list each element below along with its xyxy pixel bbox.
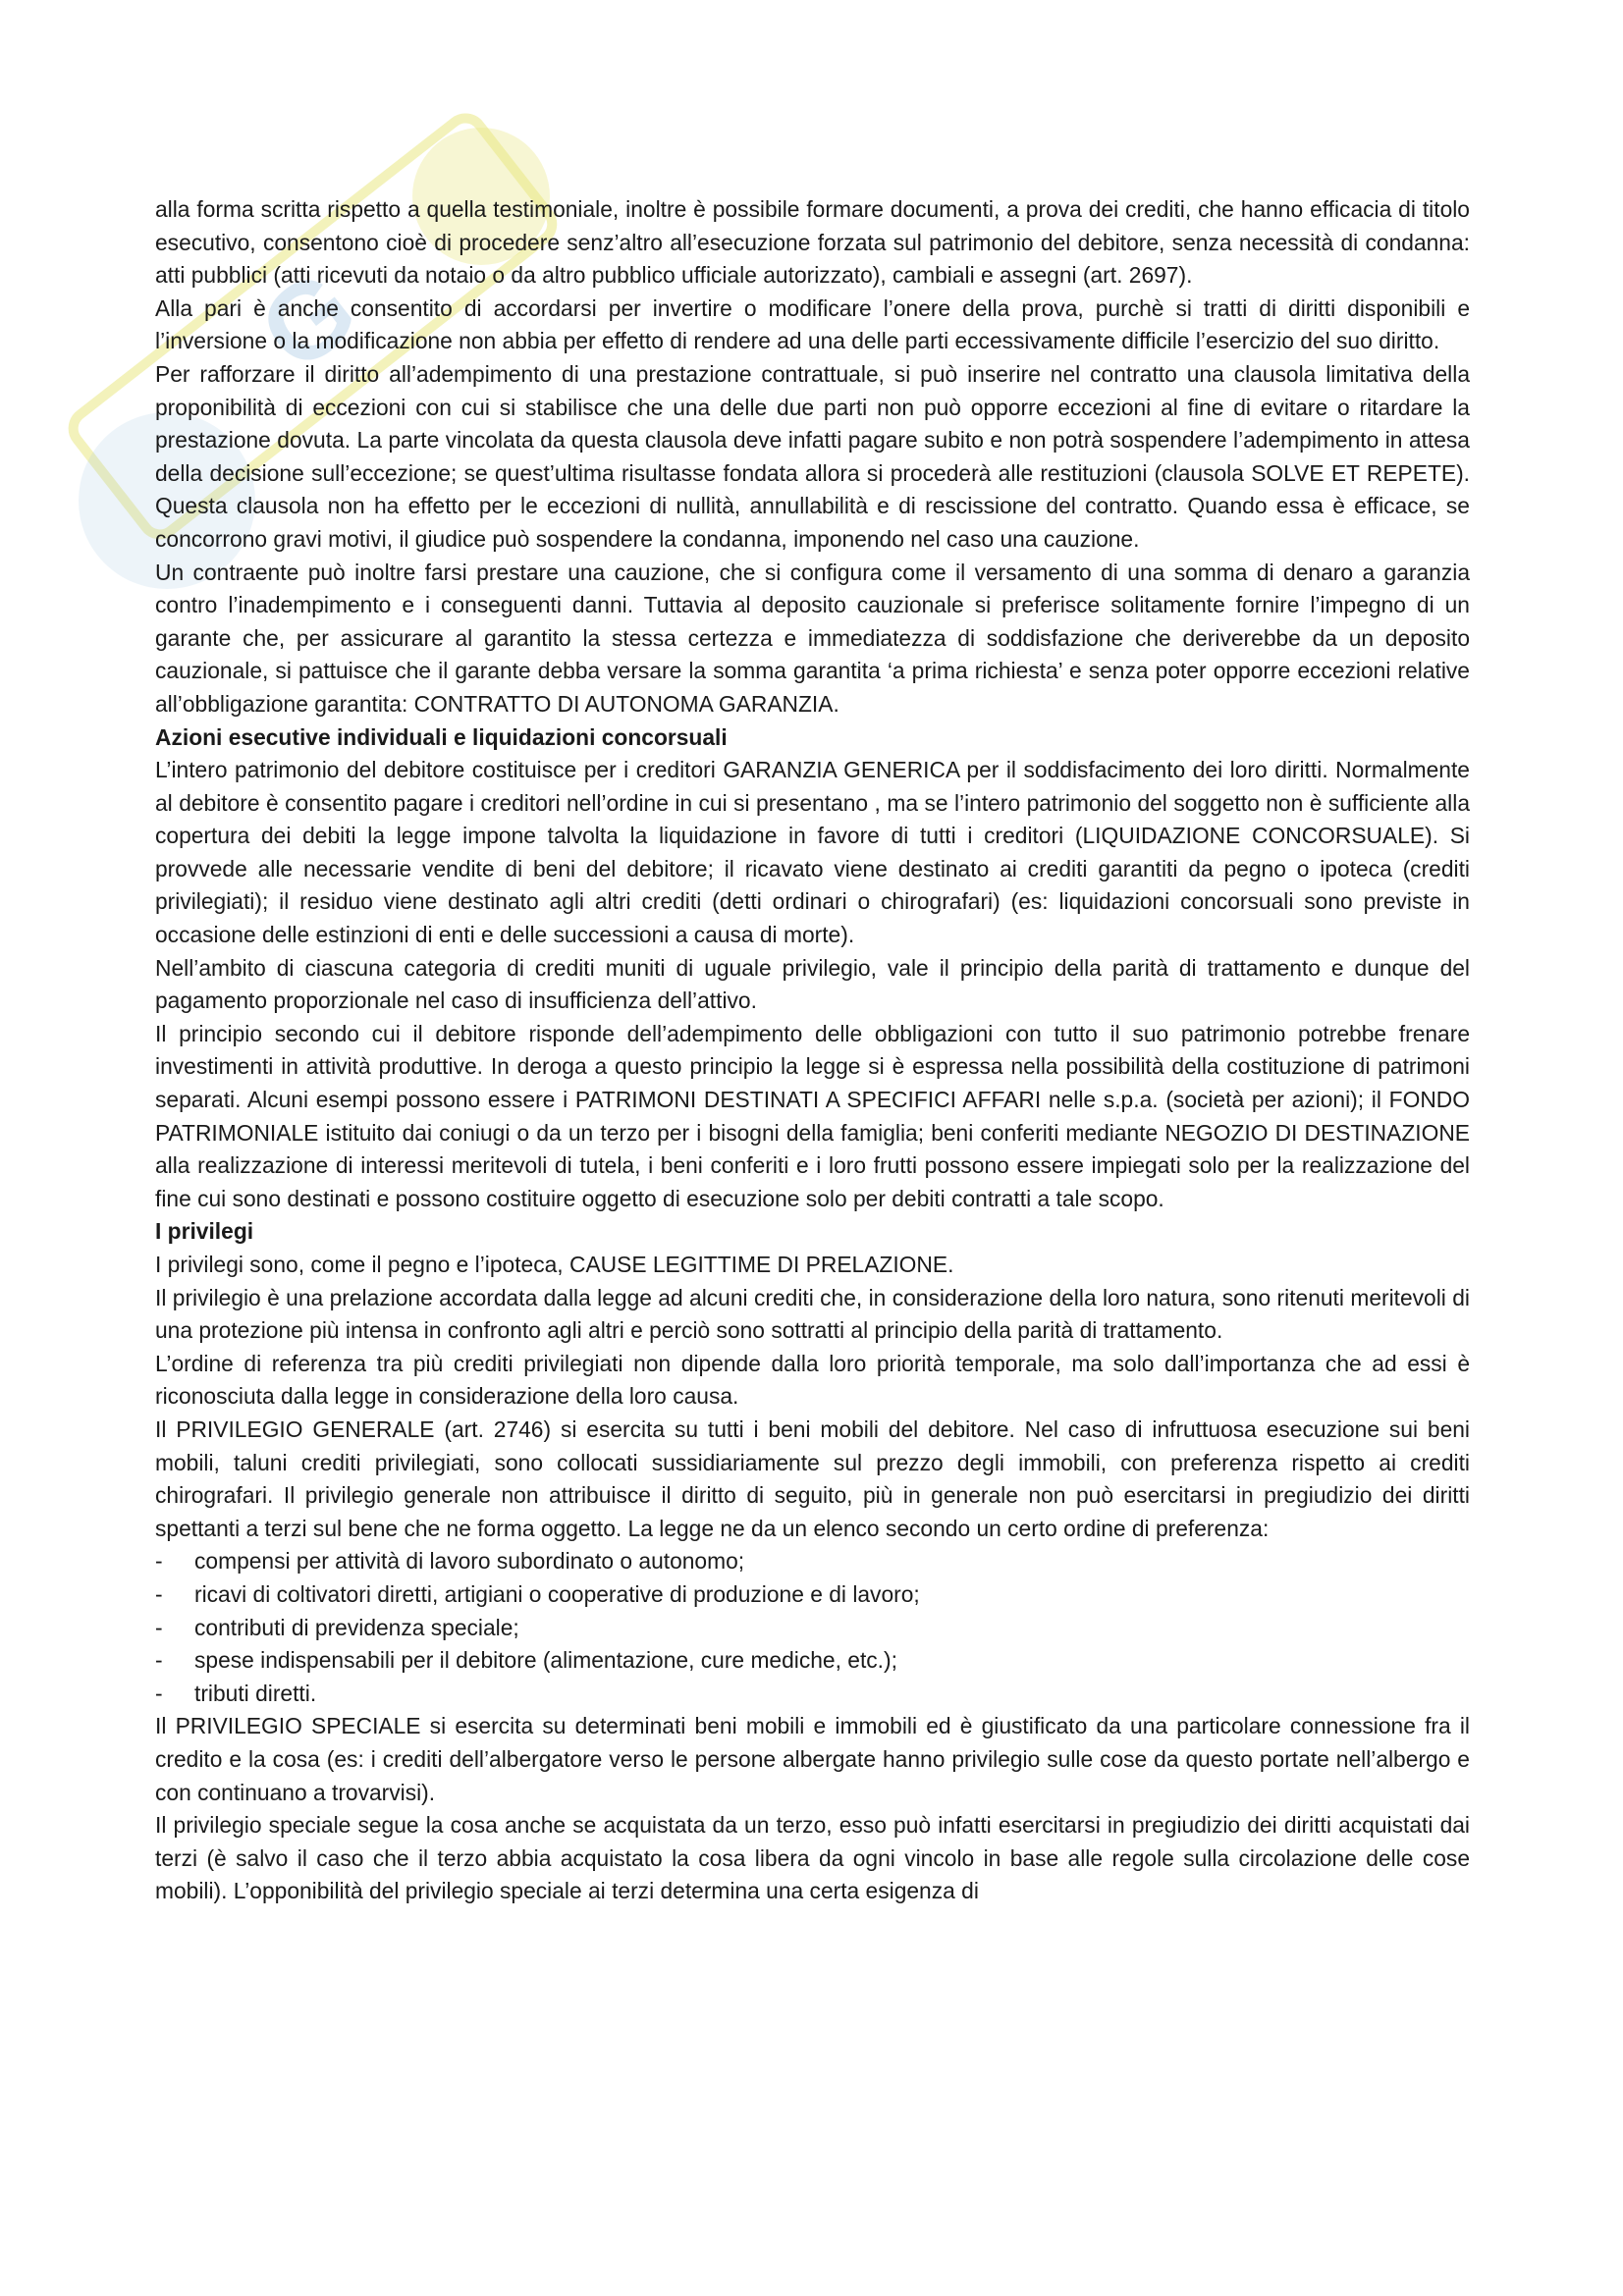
list-item: - contributi di previdenza speciale; xyxy=(155,1612,1470,1645)
list-item: - spese indispensabili per il debitore (alimentazione, cure mediche, etc.); xyxy=(155,1644,1470,1678)
section-heading: Azioni esecutive individuali e liquidazioni concorsuali xyxy=(155,723,728,750)
paragraph: Il privilegio è una prelazione accordata dalla legge ad alcuni crediti che, in considerazione della loro natura, sono ritenuti meritevoli di una protezione più intensa in confronto agli altri e perciò sono sottratti al principio della parità di trattamento. xyxy=(155,1284,1470,1344)
paragraph: I privilegi sono, come il pegno e l’ipoteca, CAUSE LEGITTIME DI PRELAZIONE. xyxy=(155,1252,954,1277)
paragraph: L’ordine di referenza tra più crediti privilegiati non dipende dalla loro priorità temporale, ma solo dall’importanza che ad essi è riconosciuta dalla legge in considerazione della loro causa. xyxy=(155,1350,1470,1410)
paragraph: alla forma scritta rispetto a quella testimoniale, inoltre è possibile formare documenti, a prova dei crediti, che hanno efficacia di titolo esecutivo, consentono cioè di procedere senz’altro all’esecuzione forzata sul patrimonio del debitore, senza necessità di condanna: atti pubblici (atti ricevuti da notaio o da altro pubblico ufficiale autorizzato), cambiali e assegni (art. 2697). xyxy=(155,196,1470,289)
paragraph: L’intero patrimonio del debitore costituisce per i creditori GARANZIA GENERICA per il soddisfacimento dei loro diritti. Normalmente al debitore è consentito pagare i creditori nell’ordine in cui si presentano , ma se l’intero patrimonio del soggetto non è sufficiente alla copertura dei debiti la legge impone talvolta la liquidazione in favore di tutti i creditori (LIQUIDAZIONE CONCORSUALE). Si provvede alle necessarie vendite di beni del debitore; il ricavato viene destinato ai crediti garantiti da pegno o ipoteca (crediti privilegiati); il residuo viene destinato agli altri crediti (detti ordinari o chirografari) (es: liquidazioni concorsuali sono previste in occasione delle estinzioni di enti e delle successioni a causa di morte). xyxy=(155,757,1470,948)
paragraph: Il privilegio speciale segue la cosa anche se acquistata da un terzo, esso può infatti esercitarsi in pregiudizio dei diritti acquistati dai terzi (è salvo il caso che il terzo abbia acquistato la cosa libera da ogni vincolo in base alle regole sulla circolazione delle cose mobili). L’opponibilità del privilegio speciale ai terzi determina una certa esigenza di xyxy=(155,1812,1470,1904)
paragraph: Un contraente può inoltre farsi prestare una cauzione, che si configura come il versamento di una somma di denaro a garanzia contro l’inadempimento e i conseguenti danni. Tuttavia al deposito cauzionale si preferisce solitamente fornire l’impegno di un garante che, per assicurare al garantito la stessa certezza e immediatezza di soddisfazione che deriverebbe da un deposito cauzionale, si pattuisce che il garante debba versare la somma garantita ‘a prima richiesta’ e senza poter opporre eccezioni relative all’obbligazione garantita: CONTRATTO DI AUTONOMA GARANZIA. xyxy=(155,559,1470,717)
section-heading: I privilegi xyxy=(155,1218,254,1245)
svg-text:G: G xyxy=(238,246,379,395)
list-item: - compensi per attività di lavoro subordinato o autonomo; xyxy=(155,1545,1470,1578)
paragraph: Nell’ambito di ciascuna categoria di crediti muniti di uguale privilegio, vale il principio della parità di trattamento e dunque del pagamento proporzionale nel caso di insufficienza dell’attivo. xyxy=(155,954,1470,1014)
paragraph: Alla pari è anche consentito di accordarsi per invertire o modificare l’onere della prova, purchè si tratti di diritti disponibili e l’inversione o la modificazione non abbia per effetto di rendere ad una delle parti eccessivamente difficile l’esercizio del suo diritto. xyxy=(155,294,1470,354)
list-item: - tributi diretti. xyxy=(155,1678,1470,1711)
paragraph: Per rafforzare il diritto all’adempimento di una prestazione contrattuale, si può inserire nel contratto una clausola limitativa della proponibilità di eccezioni con cui si stabilisce che una delle due parti non può opporre eccezioni al fine di evitare o ritardare la prestazione dovuta. La parte vincolata da questa clausola deve infatti pagare subito e non potrà sospendere l’adempimento in attesa della decisione sull’eccezione; se quest’ultima risultasse fondata allora si procederà alle restituzioni (clausola SOLVE ET REPETE). Questa clausola non ha effetto per le eccezioni di nullità, annullabilità e di rescissione del contratto. Quando essa è efficace, se concorrono gravi motivi, il giudice può sospendere la condanna, imponendo nel caso una cauzione. xyxy=(155,360,1470,552)
paragraph: Il principio secondo cui il debitore risponde dell’adempimento delle obbligazioni con tutto il suo patrimonio potrebbe frenare investimenti in attività produttive. In deroga a questo principio la legge si è espressa nella possibilità della costituzione di patrimoni separati. Alcuni esempi possono essere i PATRIMONI DESTINATI A SPECIFICI AFFARI nelle s.p.a. (società per azioni); il FONDO PATRIMONIALE istituito dai coniugi o da un terzo per i bisogni della famiglia; beni conferiti mediante NEGOZIO DI DESTINAZIONE alla realizzazione di interessi meritevoli di tutela, i beni conferiti e i loro frutti possono essere impiegati solo per la realizzazione del fine cui sono destinati e possono costituire oggetto di esecuzione solo per debiti contratti a tale scopo. xyxy=(155,1020,1470,1211)
paragraph: Il PRIVILEGIO SPECIALE si esercita su determinati beni mobili e immobili ed è giustificato da una particolare connessione fra il credito e la cosa (es: i crediti dell’albergatore verso le persone albergate hanno privilegio sulle cose da questo portate nell’albergo e con continuano a trovarvisi). xyxy=(155,1713,1470,1805)
bullet-list xyxy=(155,1545,1470,1710)
document-body xyxy=(155,193,1470,1908)
list-item: - ricavi di coltivatori diretti, artigiani o cooperative di produzione e di lavoro; xyxy=(155,1578,1470,1612)
paragraph: Il PRIVILEGIO GENERALE (art. 2746) si esercita su tutti i beni mobili del debitore. Nel caso di infruttuosa esecuzione sui beni mobili, taluni crediti privilegiati, sono collocati sussidiariamente sul prezzo degli immobili, con preferenza rispetto ai crediti chirografari. Il privilegio generale non attribuisce il diritto di seguito, più in generale non può esercitarsi in pregiudizio dei diritti spettanti a terzi sul bene che ne forma oggetto. La legge ne da un elenco secondo un certo ordine di preferenza: xyxy=(155,1415,1470,1541)
